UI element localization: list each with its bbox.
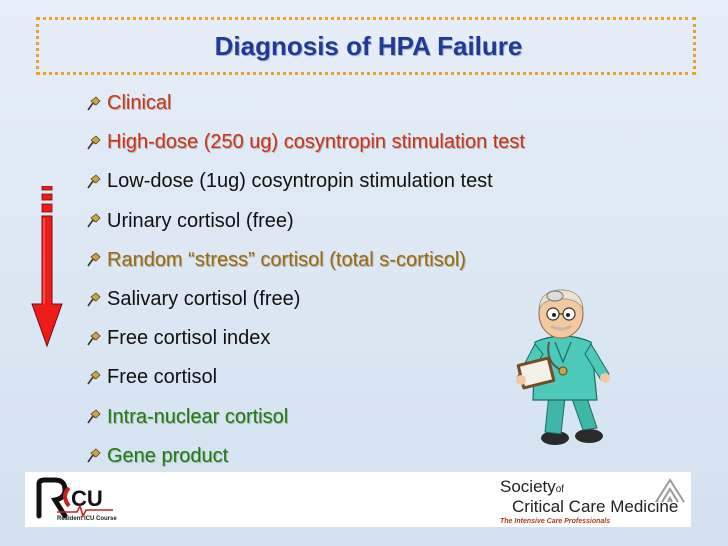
bullet-list xyxy=(84,84,525,476)
bullet-text: Random “stress” cortisol (total s-cortisol) xyxy=(107,248,466,271)
pushpin-icon xyxy=(84,408,102,426)
bullet-text: Gene product xyxy=(107,444,229,467)
triangle-logo-icon xyxy=(650,476,690,504)
doctor-cartoon-icon xyxy=(505,282,623,448)
list-item xyxy=(84,162,525,201)
bullet-text: Salivary cortisol (free) xyxy=(107,288,301,311)
list-item xyxy=(84,319,525,358)
pushpin-icon xyxy=(84,251,102,269)
list-item xyxy=(84,84,525,123)
pushpin-icon xyxy=(84,447,102,465)
pushpin-icon xyxy=(84,95,102,113)
sccm-logo xyxy=(500,476,690,526)
title-box xyxy=(36,17,696,75)
pushpin-icon xyxy=(84,291,102,309)
sccm-society: Societyof xyxy=(500,477,565,496)
list-item xyxy=(84,398,525,437)
list-item xyxy=(84,241,525,280)
sccm-tagline: The Intensive Care Professionals xyxy=(500,518,611,525)
list-item xyxy=(84,280,525,319)
bullet-text: Free cortisol index xyxy=(107,327,271,350)
bullet-text: Clinical xyxy=(107,92,172,115)
pushpin-icon xyxy=(84,173,102,191)
list-item xyxy=(84,358,525,397)
bullet-text: High-dose (250 ug) cosyntropin stimulation test xyxy=(107,131,525,154)
list-item xyxy=(84,202,525,241)
pushpin-icon xyxy=(84,212,102,230)
list-item xyxy=(84,123,525,162)
bullet-text: Intra-nuclear cortisol xyxy=(107,405,289,428)
slide-title: Diagnosis of HPA Failure xyxy=(214,30,523,61)
list-item xyxy=(84,437,525,476)
pushpin-icon xyxy=(84,330,102,348)
sccm-name: Critical Care Medicine xyxy=(512,497,679,516)
bullet-text: Low-dose (1ug) cosyntropin stimulation test xyxy=(107,170,493,193)
pushpin-icon xyxy=(84,369,102,387)
ricu-caption: Resident ICU Course xyxy=(57,516,117,522)
footer-bar xyxy=(25,472,691,527)
bullet-text: Free cortisol xyxy=(107,366,218,389)
red-down-arrow-icon xyxy=(30,186,64,348)
pushpin-icon xyxy=(84,134,102,152)
bullet-text: Urinary cortisol (free) xyxy=(107,209,294,232)
svg-text:CU: CU xyxy=(71,486,103,511)
